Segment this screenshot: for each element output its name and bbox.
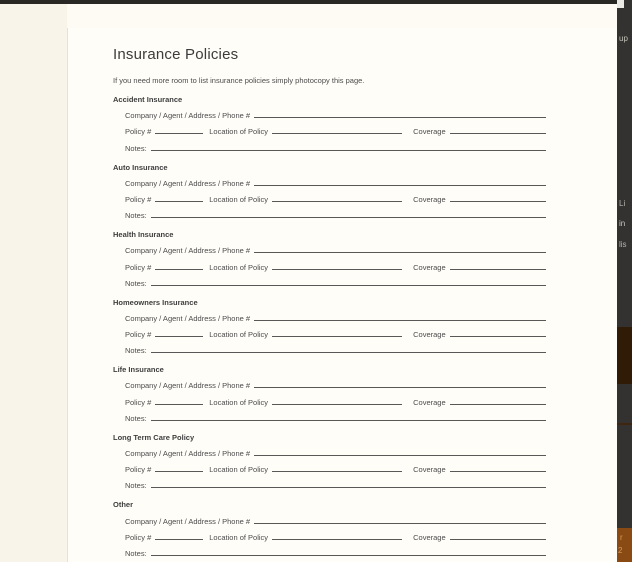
section-long-term-care-policy xyxy=(113,434,546,491)
company-row xyxy=(125,239,546,255)
section-life-insurance xyxy=(113,366,546,423)
section-accident-insurance xyxy=(113,96,546,153)
company-label: Company / Agent / Address / Phone # xyxy=(125,178,251,188)
company-label: Company / Agent / Address / Phone # xyxy=(125,449,251,458)
location-blank-line xyxy=(272,268,402,270)
location-label: Location of Policy xyxy=(209,194,269,204)
location-label: Location of Policy xyxy=(209,465,269,475)
coverage-blank-line xyxy=(450,200,546,202)
notes-label: Notes: xyxy=(125,481,147,491)
notes-blank-line xyxy=(151,419,546,421)
clipped-orange-block xyxy=(617,528,632,562)
policy-number-label: Policy # xyxy=(125,262,152,272)
company-label: Company / Agent / Address / Phone # xyxy=(125,516,251,526)
policy-number-blank-line xyxy=(155,538,203,540)
clipped-text-fragment: up xyxy=(619,34,628,43)
section-health-insurance xyxy=(113,231,546,288)
policy-number-blank-line xyxy=(155,132,203,134)
section-title: Other xyxy=(113,500,134,510)
company-row xyxy=(125,307,546,323)
clipped-text-fragment: r xyxy=(620,533,623,542)
section-title: Accident Insurance xyxy=(113,95,183,104)
notes-row xyxy=(125,339,546,355)
policy-number-blank-line xyxy=(155,200,203,202)
notes-blank-line xyxy=(151,486,546,488)
coverage-blank-line xyxy=(450,403,546,405)
notes-row xyxy=(125,407,546,423)
section-title: Life Insurance xyxy=(113,365,164,375)
company-blank-line xyxy=(254,184,546,186)
policy-row xyxy=(125,458,546,474)
policy-row xyxy=(125,526,546,542)
notes-row xyxy=(125,272,546,288)
notes-label: Notes: xyxy=(125,413,147,423)
coverage-label: Coverage xyxy=(413,330,446,340)
policy-row xyxy=(125,390,546,406)
section-title: Homeowners Insurance xyxy=(113,297,198,307)
clipped-text-fragment: 2 xyxy=(618,546,623,555)
coverage-label: Coverage xyxy=(413,532,446,542)
notes-blank-line xyxy=(151,216,546,218)
location-blank-line xyxy=(272,470,402,472)
company-label: Company / Agent / Address / Phone # xyxy=(125,313,251,323)
section-title: Long Term Care Policy xyxy=(113,432,195,442)
clipped-text-fragment: Li xyxy=(619,199,626,208)
policy-number-label: Policy # xyxy=(125,330,152,340)
location-label: Location of Policy xyxy=(209,127,269,137)
policy-number-label: Policy # xyxy=(125,127,152,137)
coverage-label: Coverage xyxy=(413,127,446,137)
coverage-blank-line xyxy=(450,470,546,472)
location-blank-line xyxy=(272,200,402,202)
clipped-text-fragment: lis xyxy=(619,240,627,249)
policy-number-label: Policy # xyxy=(125,194,152,204)
policy-number-label: Policy # xyxy=(125,397,152,407)
page-top-margin xyxy=(67,4,617,28)
company-label: Company / Agent / Address / Phone # xyxy=(125,381,251,391)
location-label: Location of Policy xyxy=(209,532,269,542)
company-blank-line xyxy=(254,319,546,321)
coverage-blank-line xyxy=(450,268,546,270)
policy-number-blank-line xyxy=(155,470,203,472)
coverage-label: Coverage xyxy=(413,262,446,272)
notes-label: Notes: xyxy=(125,278,147,288)
policy-row xyxy=(125,323,546,339)
location-blank-line xyxy=(272,403,402,405)
notes-blank-line xyxy=(151,149,546,151)
company-row xyxy=(125,509,546,525)
section-title: Health Insurance xyxy=(113,230,174,240)
notes-row xyxy=(125,136,546,152)
page-subtitle: If you need more room to list insurance policies simply photocopy this page. xyxy=(113,76,365,85)
company-row xyxy=(125,442,546,458)
notes-row xyxy=(125,542,546,558)
location-blank-line xyxy=(272,335,402,337)
company-label: Company / Agent / Address / Phone # xyxy=(125,246,251,256)
company-blank-line xyxy=(254,454,546,456)
coverage-label: Coverage xyxy=(413,397,446,407)
company-row xyxy=(125,172,546,188)
policy-number-blank-line xyxy=(155,403,203,405)
coverage-blank-line xyxy=(450,132,546,134)
notes-blank-line xyxy=(151,284,546,286)
window-corner-notch xyxy=(617,0,624,8)
location-label: Location of Policy xyxy=(209,262,269,272)
location-blank-line xyxy=(272,132,402,134)
policy-number-label: Policy # xyxy=(125,532,152,542)
company-blank-line xyxy=(254,522,546,524)
location-label: Location of Policy xyxy=(209,397,269,407)
notes-row xyxy=(125,474,546,490)
notes-label: Notes: xyxy=(125,548,147,558)
company-blank-line xyxy=(254,116,546,118)
section-auto-insurance xyxy=(113,164,546,221)
clipped-dark-block xyxy=(617,327,632,384)
clipped-divider xyxy=(617,423,632,425)
notes-row xyxy=(125,204,546,220)
page-title: Insurance Policies xyxy=(113,46,239,63)
company-row xyxy=(125,104,546,120)
policy-row xyxy=(125,188,546,204)
policy-number-blank-line xyxy=(155,335,203,337)
notes-label: Notes: xyxy=(125,143,147,153)
clipped-text-fragment: in xyxy=(619,219,626,228)
company-row xyxy=(125,374,546,390)
coverage-label: Coverage xyxy=(413,194,446,204)
notes-blank-line xyxy=(151,351,546,353)
company-blank-line xyxy=(254,251,546,253)
policy-number-label: Policy # xyxy=(125,465,152,475)
section-title: Auto Insurance xyxy=(113,162,168,172)
policy-row xyxy=(125,255,546,271)
background-window-strip xyxy=(617,0,632,562)
policy-row xyxy=(125,120,546,136)
insurance-form-page xyxy=(67,28,617,562)
policy-number-blank-line xyxy=(155,268,203,270)
section-other xyxy=(113,501,546,558)
section-homeowners-insurance xyxy=(113,299,546,356)
coverage-label: Coverage xyxy=(413,465,446,475)
notes-label: Notes: xyxy=(125,211,147,221)
notes-label: Notes: xyxy=(125,346,147,356)
notes-blank-line xyxy=(151,554,546,556)
coverage-blank-line xyxy=(450,335,546,337)
coverage-blank-line xyxy=(450,538,546,540)
company-blank-line xyxy=(254,386,546,388)
location-blank-line xyxy=(272,538,402,540)
location-label: Location of Policy xyxy=(209,330,269,340)
company-label: Company / Agent / Address / Phone # xyxy=(125,111,251,121)
